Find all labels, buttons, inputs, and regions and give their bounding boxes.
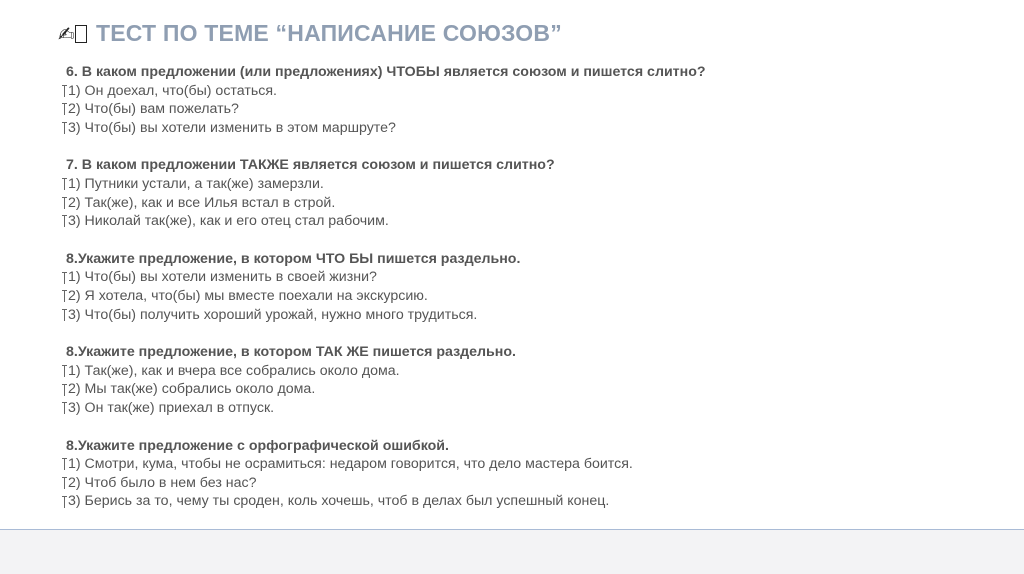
bullet-icon: [62, 215, 67, 227]
answer-option[interactable]: [62, 268, 962, 287]
bullet-icon: [62, 85, 67, 97]
question: [62, 156, 962, 230]
writing-hand-icon: ✍: [58, 22, 96, 46]
answer-option-text: 2) Что(бы) вам пожелать?: [68, 101, 239, 118]
bullet-icon: [62, 197, 67, 209]
answer-option-text: 2) Мы так(же) собрались около дома.: [68, 381, 316, 398]
answer-option[interactable]: [62, 119, 962, 138]
question: [62, 63, 962, 137]
answer-option[interactable]: [62, 362, 962, 381]
question-title: 8.Укажите предложение, в котором ТАК ЖЕ пишется раздельно.: [66, 344, 516, 361]
answer-option[interactable]: [62, 474, 962, 493]
answer-option-text: 3) Николай так(же), как и его отец стал рабочим.: [68, 213, 389, 230]
answer-option-text: 1) Он доехал, что(бы) остаться.: [68, 82, 277, 99]
answer-option-text: 3) Что(бы) вы хотели изменить в этом маршруте?: [68, 119, 396, 136]
missing-glyph-box-icon: [75, 25, 87, 43]
answer-option[interactable]: [62, 455, 962, 474]
header: [58, 20, 562, 47]
answer-option-text: 3) Берись за то, чему ты сроден, коль хочешь, чтоб в делах был успешный конец.: [68, 493, 610, 510]
bullet-icon: [62, 384, 67, 396]
answer-option[interactable]: [62, 492, 962, 511]
question-title: 8.Укажите предложение, в котором ЧТО БЫ пишется раздельно.: [66, 250, 521, 267]
question: [62, 437, 962, 511]
bullet-icon: [62, 122, 67, 134]
footer-band: [0, 529, 1024, 574]
answer-option-text: 3) Он так(же) приехал в отпуск.: [68, 399, 275, 416]
answer-option[interactable]: [62, 380, 962, 399]
bullet-icon: [62, 272, 67, 284]
answer-option[interactable]: [62, 194, 962, 213]
bullet-icon: [62, 477, 67, 489]
answer-option[interactable]: [62, 82, 962, 101]
bullet-icon: [62, 402, 67, 414]
question-title: 7. В каком предложении ТАКЖЕ является союзом и пишется слитно?: [66, 157, 555, 174]
answer-option-text: 2) Чтоб было в нем без нас?: [68, 474, 257, 491]
question-list: [62, 63, 962, 530]
bullet-icon: [62, 365, 67, 377]
bullet-icon: [62, 103, 67, 115]
page-title: ТЕСТ ПО ТЕМЕ “НАПИСАНИЕ СОЮЗОВ”: [96, 20, 562, 46]
answer-option-text: 1) Путники устали, а так(же) замерзли.: [68, 175, 324, 192]
answer-option-text: 1) Так(же), как и вчера все собрались около дома.: [68, 362, 400, 379]
bullet-icon: [62, 178, 67, 190]
answer-option-text: 1) Смотри, кума, чтобы не осрамиться: недаром говорится, что дело мастера боится.: [68, 456, 633, 473]
answer-option-text: 1) Что(бы) вы хотели изменить в своей жизни?: [68, 269, 377, 286]
answer-option[interactable]: [62, 175, 962, 194]
answer-option[interactable]: [62, 399, 962, 418]
bullet-icon: [62, 496, 67, 508]
answer-option-text: 2) Так(же), как и все Илья встал в строй.: [68, 194, 336, 211]
question: [62, 343, 962, 417]
question-title: 8.Укажите предложение с орфографической ошибкой.: [66, 437, 449, 454]
bullet-icon: [62, 290, 67, 302]
answer-option[interactable]: [62, 100, 962, 119]
answer-option[interactable]: [62, 287, 962, 306]
answer-option-text: 2) Я хотела, что(бы) мы вместе поехали на экскурсию.: [68, 287, 428, 304]
answer-option[interactable]: [62, 212, 962, 231]
bullet-icon: [62, 309, 67, 321]
question-title: 6. В каком предложении (или предложениях) ЧТОБЫ является союзом и пишется слитно?: [66, 64, 706, 80]
bullet-icon: [62, 458, 67, 470]
question: [62, 250, 962, 324]
answer-option[interactable]: [62, 306, 962, 325]
answer-option-text: 3) Что(бы) получить хороший урожай, нужно много трудиться.: [68, 306, 478, 323]
